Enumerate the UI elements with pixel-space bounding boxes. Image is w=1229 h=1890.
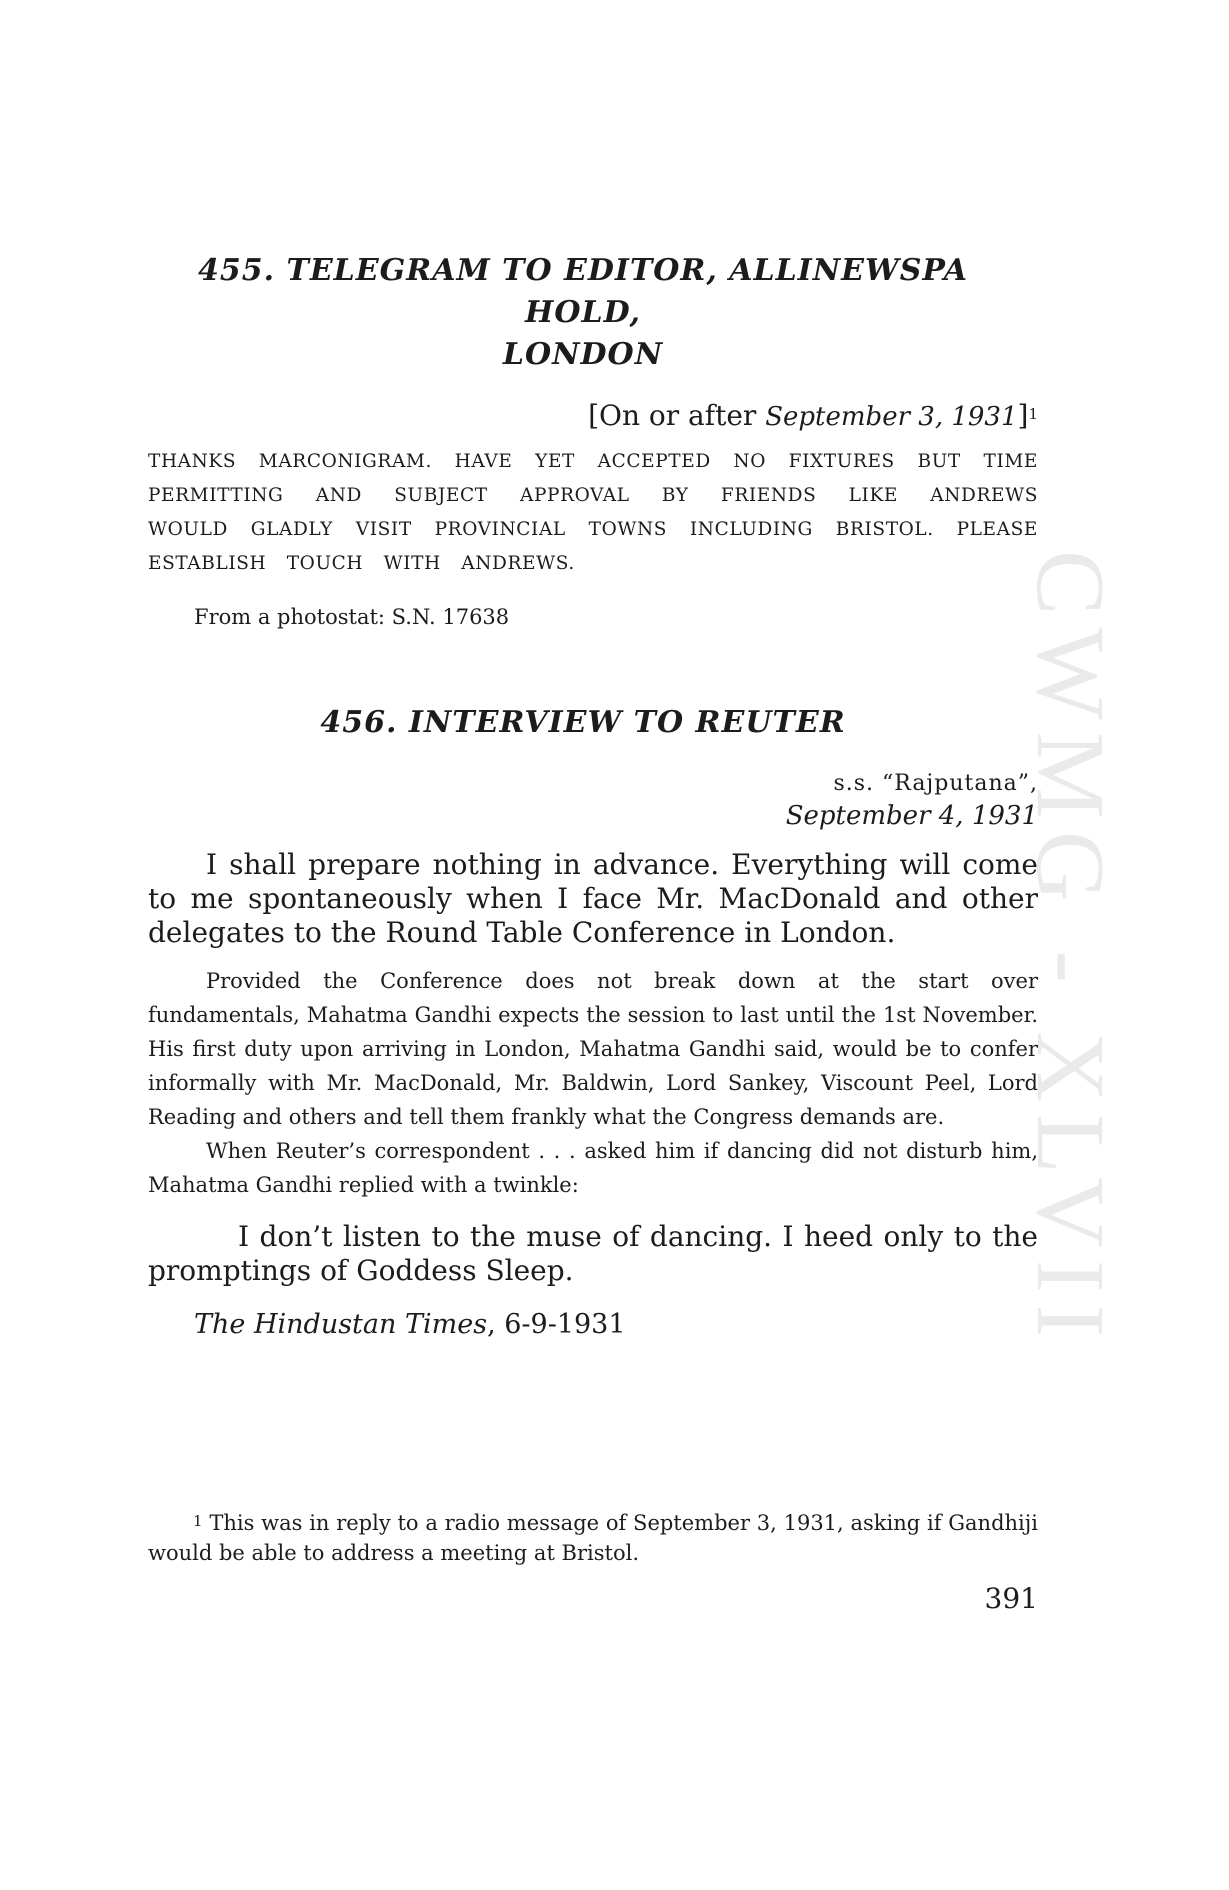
item-456-source: [148, 1308, 1038, 1342]
item-455-source: From a photostat: S.N. 17638: [194, 604, 510, 629]
interview-report-1: Provided the Conference does not break down at the start over fundamentals, Mahatma Gandhi expects the session to last until the 1st November. His first duty upon arriving in London, Mahatma Gandhi said, would be to confer informally with Mr. MacDonald, Mr. Baldwin, Lord Sankey, Viscount Peel, Lord Reading and others and tell them frankly what the Congress demands are.: [148, 968, 1038, 1129]
item-455-title-line2: LONDON: [502, 337, 664, 372]
item-455-title-line1: 455. TELEGRAM TO EDITOR, ALLINEWSPA HOLD,: [197, 253, 969, 330]
item-456-date: September 4, 1931: [785, 800, 1038, 831]
footnote: [148, 1508, 1038, 1568]
interview-report-2: When Reuter’s correspondent . . . asked him if dancing did not disturb him, Mahatma Gandhi replied with a twinkle:: [148, 1138, 1038, 1197]
item-456-title: 456. INTERVIEW TO REUTER: [320, 704, 846, 740]
item-455-dateline: [148, 398, 1038, 435]
page-body: [148, 250, 1038, 1342]
interview-speech: I shall prepare nothing in advance. Everything will come to me spontaneously when I face Mr. MacDonald and other delegates to the Round Table Conference in London.: [148, 847, 1038, 949]
item-456: [148, 702, 1038, 1342]
item-455: [148, 250, 1038, 634]
source-date: , 6-9-1931: [487, 1308, 626, 1340]
telegram-text: THANKS MARCONIGRAM. HAVE YET ACCEPTED NO FIXTURES BUT TIME PERMITTING AND SUBJECT APPROVAL BY FRIENDS LIKE ANDREWS WOULD GLADLY VISIT PROVINCIAL TOWNS INCLUDING BRISTOL. PLEASE ESTABLISH TOUCH WITH ANDREWS.: [148, 451, 1038, 574]
dateline-suffix: ]: [1017, 399, 1029, 432]
footnote-text: This was in reply to a radio message of September 3, 1931, asking if Gandhiji would be able to address a meeting at Bristol.: [148, 1511, 1038, 1565]
page-number: 391: [984, 1582, 1038, 1615]
item-455-title: [148, 250, 1038, 376]
watermark-text: CWMG - XLVII: [1016, 550, 1124, 1350]
dateline-prefix: [On or after: [588, 399, 766, 432]
item-456-place: s.s. “Rajputana”,: [833, 770, 1038, 796]
footnote-mark: 1: [193, 1512, 203, 1530]
source-paper: The Hindustan Times: [194, 1308, 488, 1340]
interview-quote: I don’t listen to the muse of dancing. I heed only to the promptings of Goddess Sleep.: [148, 1219, 1038, 1287]
footnote-reference: 1: [1028, 405, 1038, 423]
dateline-date: September 3, 1931: [765, 402, 1018, 432]
item-456-dateline: [148, 768, 1038, 834]
